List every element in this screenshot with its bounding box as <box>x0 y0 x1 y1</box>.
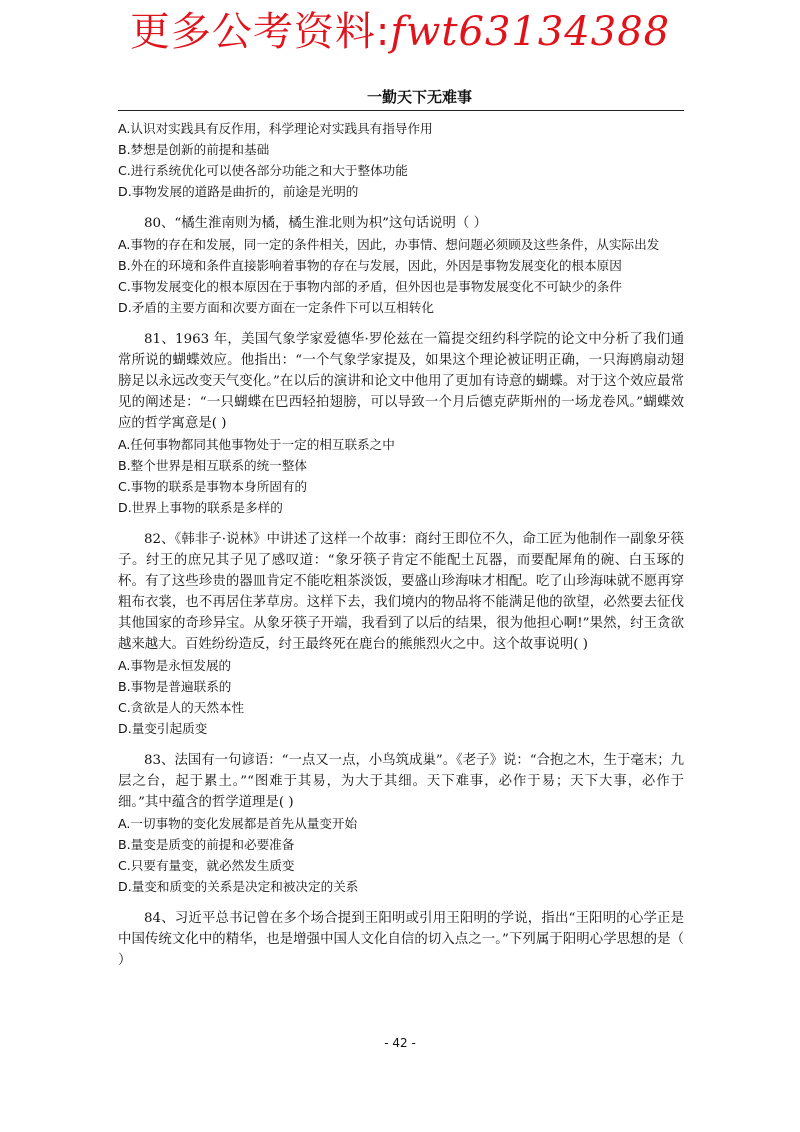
option-c: C.贪欲是人的天然本性 <box>118 700 245 715</box>
banner-code: fwt63134388 <box>390 9 671 55</box>
option-b: B.外在的环境和条件直接影响着事物的存在与发展，因此，外因是事物发展变化的根本原因 <box>118 258 622 273</box>
option-d: D.世界上事物的联系是多样的 <box>118 500 283 515</box>
option-d: D.事物发展的道路是曲折的，前途是光明的 <box>118 184 359 199</box>
question-82 <box>118 529 684 739</box>
question-stem: 81、1963 年，美国气象学家爱德华·罗伦兹在一篇提交纽约科学院的论文中分析了我们通常所说的蝴蝶效应。他指出：“一个气象学家提及，如果这个理论被证明正确，一只海鸥扇动翅膀足以永远改变天气变化。”在以后的演讲和论文中他用了更加有诗意的蝴蝶。对于这个效应最常见的阐述是：“一只蝴蝶在巴西轻拍翅膀，可以导致一个月后德克萨斯州的一场龙卷风。”蝴蝶效应的哲学寓意是( ) <box>118 332 684 431</box>
question-80 <box>118 213 684 318</box>
question-81 <box>118 329 684 518</box>
option-a: A.事物是永恒发展的 <box>118 658 232 673</box>
option-c: C.事物发展变化的根本原因在于事物内部的矛盾，但外因也是事物发展变化不可缺少的条件 <box>118 279 622 294</box>
option-b: B.事物是普遍联系的 <box>118 679 232 694</box>
question-stem: 82、《韩非子·说林》中讲述了这样一个故事：商纣王即位不久，命工匠为他制作一副象牙筷子。纣王的庶兄其子见了感叹道：“象牙筷子肯定不能配土瓦器，而要配犀角的碗、白玉琢的杯。有了这些珍贵的器皿肯定不能吃粗茶淡饭，要盛山珍海味才相配。吃了山珍海味就不愿再穿粗布衣裳，也不再居住茅草房。这样下去，我们境内的物品将不能满足他的欲望，必然要去征伐其他国家的奇珍异宝。从象牙筷子开端，我看到了以后的结果，很为他担心啊!”果然，纣王贪欲越来越大。百姓纷纷造反，纣王最终死在鹿台的熊熊烈火之中。这个故事说明( ) <box>118 532 684 652</box>
question-84 <box>118 908 684 971</box>
option-b: B.量变是质变的前提和必要准备 <box>118 837 295 852</box>
option-a: A.一切事物的变化发展都是首先从量变开始 <box>118 816 358 831</box>
option-a: A.事物的存在和发展，同一定的条件相关，因此，办事情、想问题必须顾及这些条件，从实际出发 <box>118 237 660 252</box>
page-content <box>118 118 684 971</box>
page-number: - 42 - <box>384 1036 416 1050</box>
header-title: 一勤天下无难事 <box>366 88 472 106</box>
option-b: B.整个世界是相互联系的统一整体 <box>118 458 307 473</box>
option-a: A.任何事物都同其他事物处于一定的相互联系之中 <box>118 437 395 452</box>
option-b: B.梦想是创新的前提和基础 <box>118 142 270 157</box>
question-stem: 84、习近平总书记曾在多个场合提到王阳明或引用王阳明的学说，指出“王阳明的心学正是中国传统文化中的精华，也是增强中国人文化自信的切入点之一。”下列属于阳明心学思想的是（ ） <box>118 911 684 968</box>
promo-banner <box>0 8 800 56</box>
option-d: D.矛盾的主要方面和次要方面在一定条件下可以互相转化 <box>118 300 434 315</box>
option-c: C.事物的联系是事物本身所固有的 <box>118 479 308 494</box>
page-header <box>118 88 684 111</box>
option-c: C.进行系统优化可以使各部分功能之和大于整体功能 <box>118 163 408 178</box>
question-stem: 80、“橘生淮南则为橘，橘生淮北则为枳”这句话说明（ ） <box>144 216 487 231</box>
option-c: C.只要有量变，就必然发生质变 <box>118 858 295 873</box>
option-a: A.认识对实践具有反作用，科学理论对实践具有指导作用 <box>118 121 433 136</box>
option-d: D.量变引起质变 <box>118 721 208 736</box>
previous-question-options <box>118 118 684 202</box>
banner-prefix: 更多公考资料: <box>129 9 391 55</box>
question-stem: 83、法国有一句谚语：“一点又一点，小鸟筑成巢”。《老子》说：“合抱之木，生于毫末；九层之台，起于累土。”“图难于其易，为大于其细。天下难事，必作于易；天下大事，必作于细。”其中蕴含的哲学道理是( ) <box>118 753 684 810</box>
option-d: D.量变和质变的关系是决定和被决定的关系 <box>118 879 359 894</box>
question-83 <box>118 750 684 897</box>
